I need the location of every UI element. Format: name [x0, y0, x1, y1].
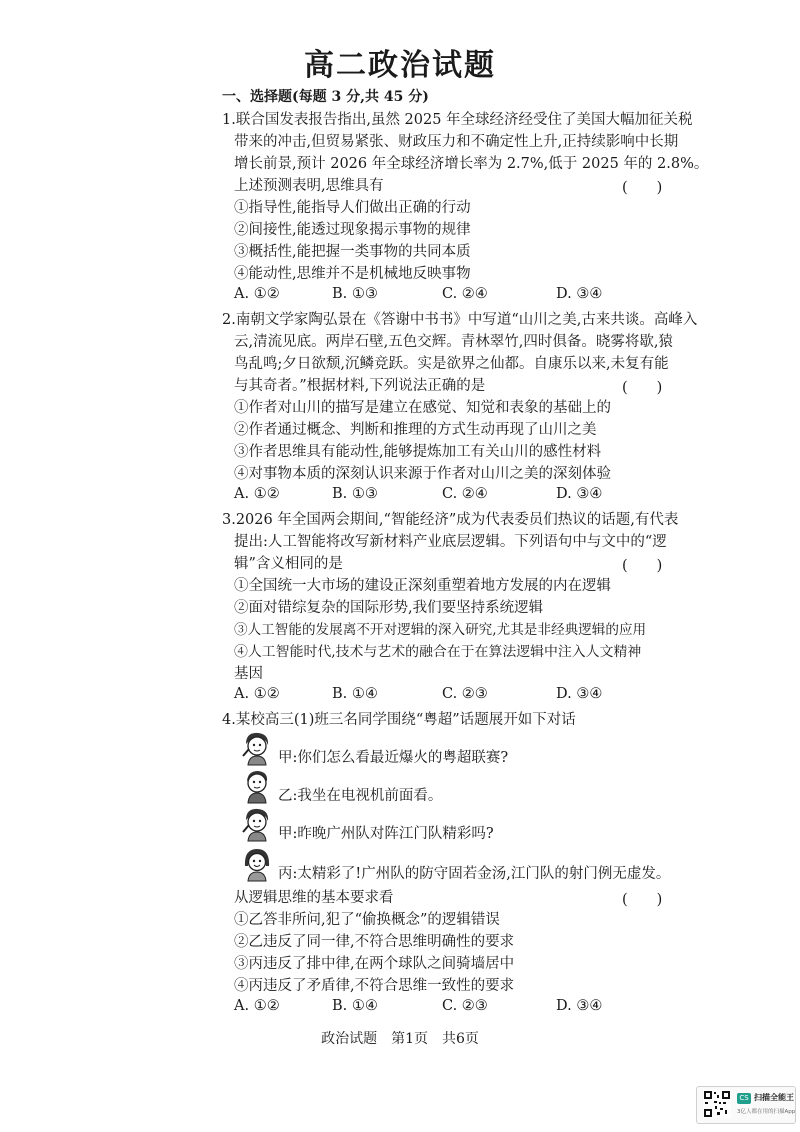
- statement-item: ④丙违反了矛盾律,不符合思维一致性的要求: [234, 978, 515, 994]
- question-text: 提出:人工智能将改写新材料产业底层逻辑。下列语句中与文中的“逻: [234, 534, 667, 550]
- student-jia-avatar-icon: [240, 730, 274, 766]
- option-a: A. ①②: [234, 998, 280, 1014]
- scanner-tagline: 3亿人都在用的扫描App: [737, 1109, 796, 1115]
- question-text: 云,清流见底。两岸石壁,五色交辉。青林翠竹,四时俱备。晓雾将歇,猿: [234, 334, 673, 350]
- statement-item: ②作者通过概念、判断和推理的方式生动再现了山川之美: [234, 422, 597, 438]
- option-c: C. ②③: [442, 998, 488, 1014]
- option-b: B. ①③: [332, 286, 378, 302]
- scanner-name: 扫描全能王: [754, 1093, 794, 1102]
- statement-item: ①指导性,能指导人们做出正确的行动: [234, 200, 471, 216]
- option-d: D. ③④: [556, 686, 603, 702]
- option-c: C. ②③: [442, 686, 488, 702]
- page-title: 高二政治试题: [304, 48, 496, 83]
- answer-blank: ( ): [622, 180, 663, 196]
- statement-item: ④人工智能时代,技术与艺术的融合在于在算法逻辑中注入人文精神: [234, 644, 642, 660]
- option-b: B. ①④: [332, 686, 378, 702]
- statement-item: ③作者思维具有能动性,能够提炼加工有关山川的感性材料: [234, 444, 602, 460]
- answer-blank: ( ): [622, 380, 663, 396]
- qr-code-icon: [703, 1090, 731, 1118]
- option-b: B. ①④: [332, 998, 378, 1014]
- scanner-logo: CS: [737, 1093, 751, 1104]
- dialogue-line-jia: 甲:昨晚广州队对阵江门队精彩吗?: [278, 826, 494, 842]
- question-text: 4.某校高三(1)班三名同学围绕“粤超”话题展开如下对话: [222, 712, 576, 728]
- question-text: 与其奇者。”根据材料,下列说法正确的是: [234, 378, 486, 394]
- page-footer: 政治试题 第1页 共6页: [321, 1031, 479, 1047]
- question-text: 从逻辑思维的基本要求看: [234, 890, 394, 906]
- question-text: 带来的冲击,但贸易紧张、财政压力和不确定性上升,正持续影响中长期: [234, 134, 679, 150]
- statement-item: ④对事物本质的深刻认识来源于作者对山川之美的深刻体验: [234, 466, 611, 482]
- dialogue-line-bing: 丙:太精彩了!广州队的防守固若金汤,江门队的射门例无虚发。: [278, 866, 671, 882]
- statement-item: ②间接性,能透过现象揭示事物的规律: [234, 222, 471, 238]
- statement-item: ③丙违反了排中律,在两个球队之间骑墙居中: [234, 956, 515, 972]
- question-text: 上述预测表明,思维具有: [234, 178, 384, 194]
- option-a: A. ①②: [234, 486, 280, 502]
- scanner-watermark: [696, 1086, 796, 1124]
- option-c: C. ②④: [442, 486, 488, 502]
- question-text: 1.联合国发表报告指出,虽然 2025 年全球经济经受住了美国大幅加征关税: [222, 112, 693, 128]
- statement-item: ④能动性,思维并不是机械地反映事物: [234, 266, 471, 282]
- question-text: 增长前景,预计 2026 年全球经济增长率为 2.7%,低于 2025 年的 2.8%。: [234, 156, 709, 172]
- option-d: D. ③④: [556, 486, 603, 502]
- section-heading: 一、选择题(每题 3 分,共 45 分): [222, 89, 429, 105]
- question-text: 辑”含义相同的是: [234, 556, 343, 572]
- student-bing-avatar-icon: [240, 846, 274, 882]
- dialogue-line-jia: 甲:你们怎么看最近爆火的粤超联赛?: [278, 750, 509, 766]
- student-yi-avatar-icon: [240, 768, 274, 804]
- option-a: A. ①②: [234, 686, 280, 702]
- student-jia-avatar-icon: [240, 806, 274, 842]
- statement-item: ①全国统一大市场的建设正深刻重塑着地方发展的内在逻辑: [234, 578, 611, 594]
- statement-item: ②乙违反了同一律,不符合思维明确性的要求: [234, 934, 515, 950]
- statement-item: ③概括性,能把握一类事物的共同本质: [234, 244, 471, 260]
- option-a: A. ①②: [234, 286, 280, 302]
- statement-item: ③人工智能的发展离不开对逻辑的深入研究,尤其是非经典逻辑的应用: [234, 622, 647, 638]
- option-b: B. ①③: [332, 486, 378, 502]
- statement-item: ①乙答非所问,犯了“偷换概念”的逻辑错误: [234, 912, 500, 928]
- option-d: D. ③④: [556, 286, 603, 302]
- answer-blank: ( ): [622, 558, 663, 574]
- question-text: 鸟乱鸣;夕日欲颓,沉鳞竞跃。实是欲界之仙都。自康乐以来,未复有能: [234, 356, 669, 372]
- statement-item: ①作者对山川的描写是建立在感觉、知觉和表象的基础上的: [234, 400, 611, 416]
- option-c: C. ②④: [442, 286, 488, 302]
- answer-blank: ( ): [622, 892, 663, 908]
- statement-item: 基因: [234, 666, 263, 682]
- question-text: 3.2026 年全国两会期间,“智能经济”成为代表委员们热议的话题,有代表: [222, 512, 679, 528]
- question-text: 2.南朝文学家陶弘景在《答谢中书书》中写道“山川之美,古来共谈。高峰入: [222, 312, 698, 328]
- option-d: D. ③④: [556, 998, 603, 1014]
- dialogue-line-yi: 乙:我坐在电视机前面看。: [278, 788, 443, 804]
- statement-item: ②面对错综复杂的国际形势,我们要坚持系统逻辑: [234, 600, 544, 616]
